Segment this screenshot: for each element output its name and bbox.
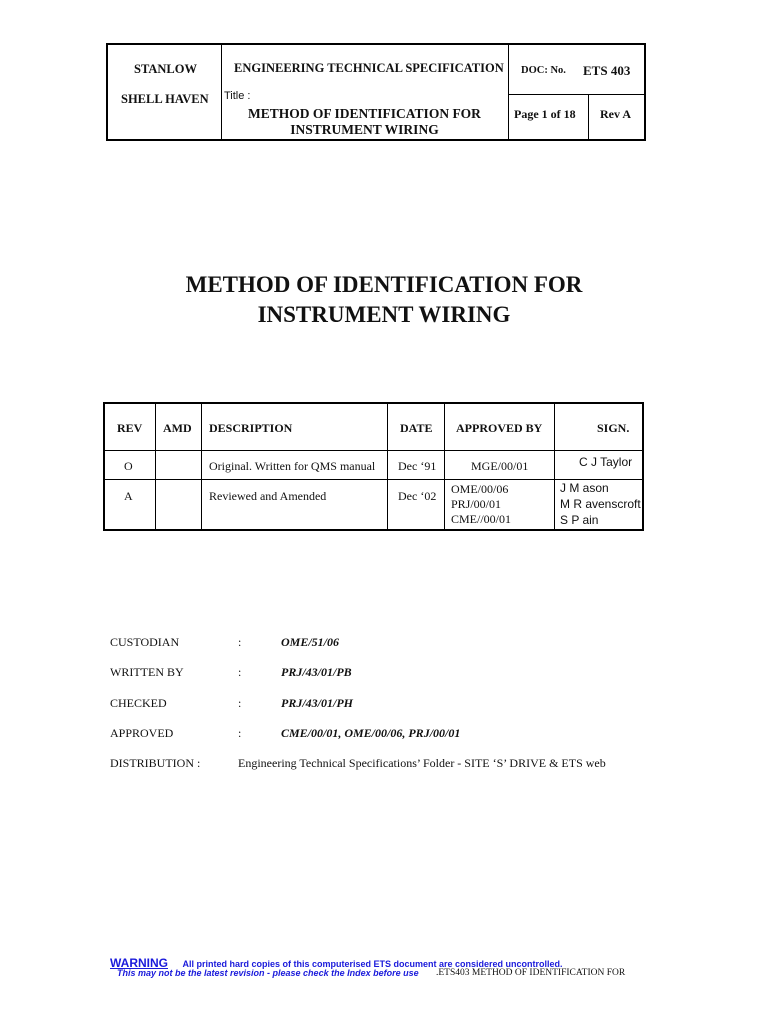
table-cell-sign: C J Taylor bbox=[579, 455, 633, 469]
revision: Rev A bbox=[600, 107, 631, 121]
table-column-divider bbox=[155, 404, 156, 529]
header-divider bbox=[508, 94, 644, 95]
header-title-line2: INSTRUMENT WIRING bbox=[290, 122, 439, 137]
header-divider bbox=[508, 45, 509, 139]
spec-type: ENGINEERING TECHNICAL SPECIFICATION bbox=[234, 61, 504, 75]
title-label: Title : bbox=[224, 90, 251, 102]
column-header-sign: SIGN. bbox=[597, 421, 630, 435]
header-title-line1: METHOD OF IDENTIFICATION FOR bbox=[248, 106, 481, 121]
table-cell-approved-by: PRJ/00/01 bbox=[451, 497, 502, 511]
warning-text: All printed hard copies of this computerised ETS document are considered uncontrolled. bbox=[182, 959, 563, 969]
document-title-line2: INSTRUMENT WIRING bbox=[257, 302, 511, 327]
custodian-value: OME/51/06 bbox=[281, 635, 340, 649]
approved-colon: : bbox=[238, 726, 242, 740]
table-cell-sign: S P ain bbox=[560, 513, 599, 527]
column-header-date: DATE bbox=[400, 421, 433, 435]
custodian-colon: : bbox=[238, 635, 242, 649]
written-by-value: PRJ/43/01/PB bbox=[281, 665, 352, 679]
checked-label: CHECKED bbox=[110, 696, 167, 710]
table-cell-sign: J M ason bbox=[560, 481, 609, 495]
table-column-divider bbox=[201, 404, 202, 529]
written-by-colon: : bbox=[238, 665, 242, 679]
document-title bbox=[0, 270, 768, 330]
column-header-rev: REV bbox=[117, 421, 143, 435]
table-cell-description: Original. Written for QMS manual bbox=[209, 459, 376, 473]
column-header-description: DESCRIPTION bbox=[209, 421, 293, 435]
site-name-stanlow: STANLOW bbox=[134, 62, 197, 76]
table-cell-date: Dec ‘91 bbox=[398, 459, 437, 473]
table-cell-rev: O bbox=[124, 459, 133, 473]
custodian-label: CUSTODIAN bbox=[110, 635, 180, 649]
header-divider bbox=[588, 94, 589, 139]
table-cell-sign: M R avenscroft bbox=[560, 497, 641, 511]
page-number: Page 1 of 18 bbox=[514, 107, 576, 121]
distribution-label: DISTRIBUTION : bbox=[110, 756, 201, 770]
site-name-shell-haven: SHELL HAVEN bbox=[121, 92, 209, 106]
approved-label: APPROVED bbox=[110, 726, 174, 740]
warning-title: WARNING bbox=[110, 956, 168, 970]
column-header-approved-by: APPROVED BY bbox=[456, 421, 543, 435]
checked-colon: : bbox=[238, 696, 242, 710]
doc-number-label: DOC: No. bbox=[521, 65, 566, 76]
doc-number: ETS 403 bbox=[583, 63, 631, 78]
table-row-divider bbox=[105, 479, 642, 480]
revision-table bbox=[103, 402, 644, 531]
distribution-value: Engineering Technical Specifications’ Folder - SITE ‘S’ DRIVE & ETS web bbox=[238, 756, 606, 770]
table-column-divider bbox=[554, 404, 555, 529]
table-cell-description: Reviewed and Amended bbox=[209, 489, 327, 503]
table-cell-approved-by: MGE/00/01 bbox=[471, 459, 529, 473]
footer-document-reference: .ETS403 METHOD OF IDENTIFICATION FOR bbox=[436, 968, 626, 978]
document-title-line1: METHOD OF IDENTIFICATION FOR bbox=[185, 272, 583, 297]
written-by-label: WRITTEN BY bbox=[110, 665, 184, 679]
table-column-divider bbox=[387, 404, 388, 529]
column-header-amd: AMD bbox=[163, 421, 192, 435]
revision-note: This may not be the latest revision - please check the Index before use bbox=[117, 968, 419, 978]
checked-value: PRJ/43/01/PH bbox=[281, 696, 353, 710]
document-header-table bbox=[106, 43, 646, 141]
table-row-divider bbox=[105, 450, 642, 451]
table-cell-approved-by: CME//00/01 bbox=[451, 512, 512, 526]
table-cell-date: Dec ‘02 bbox=[398, 489, 437, 503]
table-cell-approved-by: OME/00/06 bbox=[451, 482, 509, 496]
approved-value: CME/00/01, OME/00/06, PRJ/00/01 bbox=[281, 726, 461, 740]
table-column-divider bbox=[444, 404, 445, 529]
table-cell-rev: A bbox=[124, 489, 133, 503]
